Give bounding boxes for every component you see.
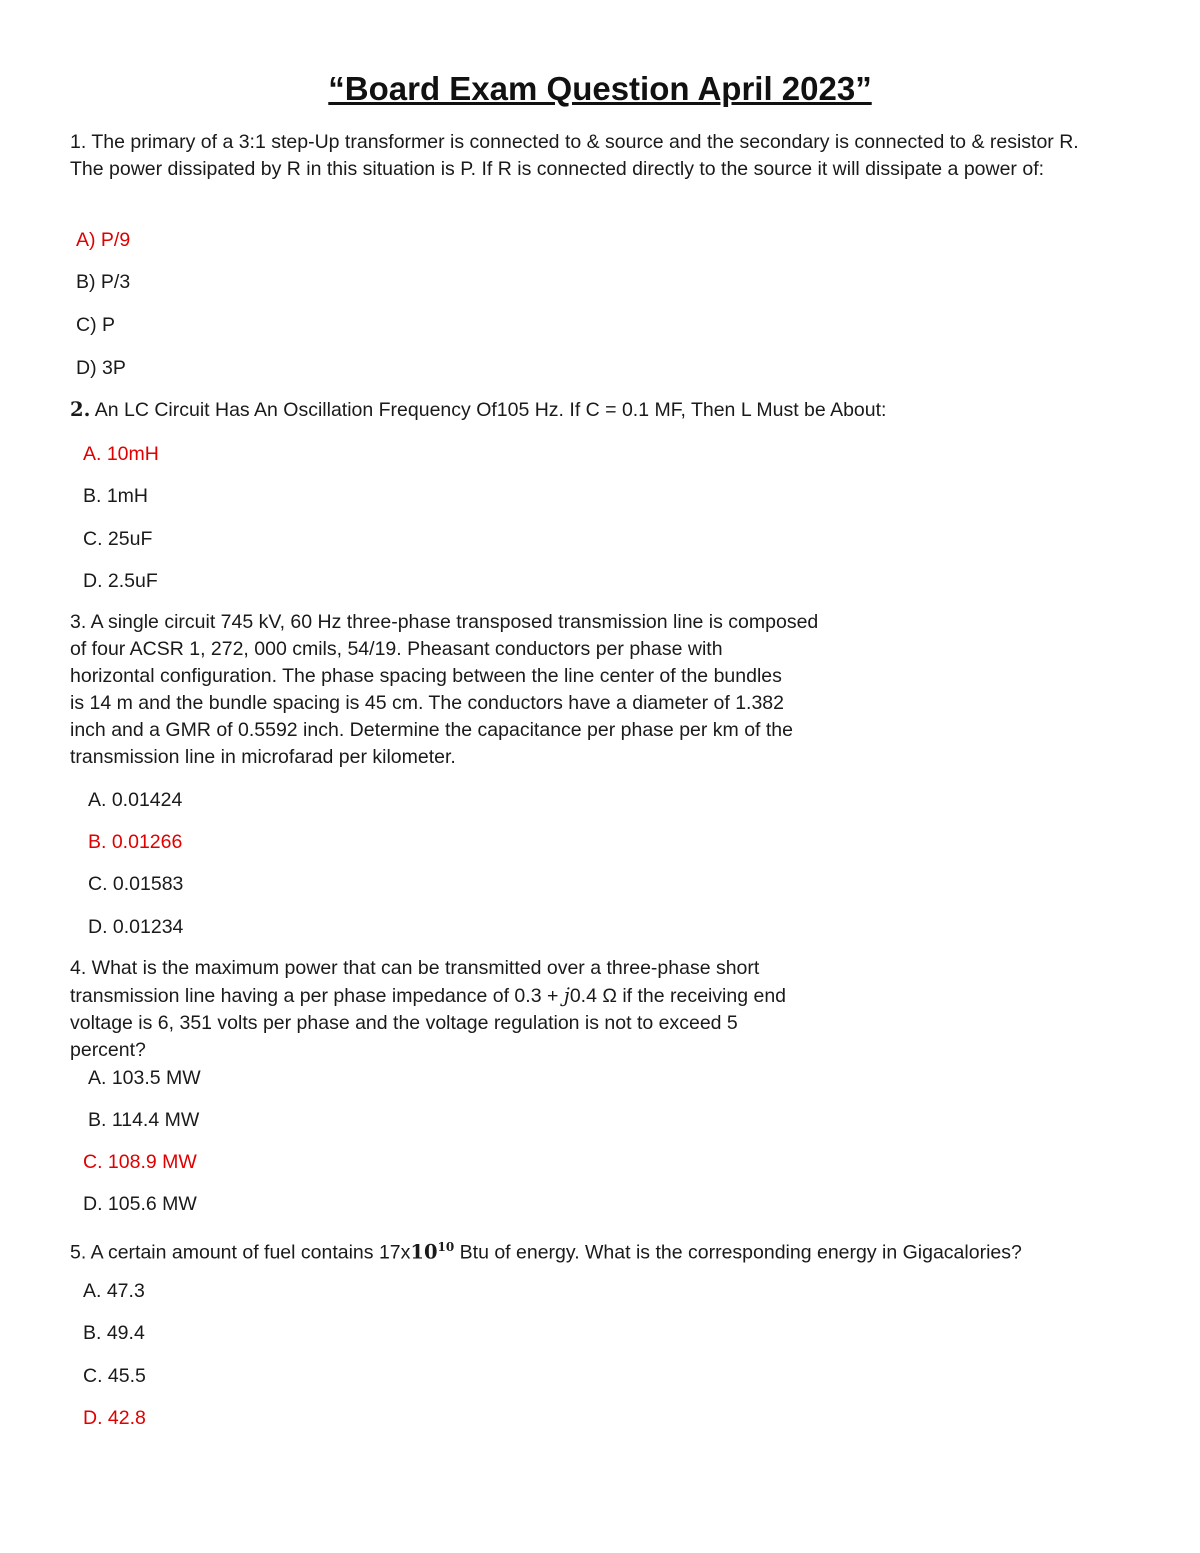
- question-3-line: horizontal configuration. The phase spacing between the line center of the bundles: [70, 665, 782, 687]
- question-4-line: percent?: [70, 1039, 146, 1061]
- exponent-power: 10: [437, 1240, 455, 1254]
- question-5-part: 5. A certain amount of fuel contains 17x: [70, 1241, 411, 1264]
- q3-option-b: B. 0.01266: [88, 831, 183, 853]
- q3-option-d: D. 0.01234: [88, 916, 184, 938]
- question-4-line-part: transmission line having a per phase impedance of 0.3 +: [70, 985, 564, 1007]
- q4-option-b: B. 114.4 MW: [88, 1109, 200, 1131]
- q1-option-a: A) P/9: [76, 229, 131, 251]
- q5-option-c: C. 45.5: [83, 1365, 146, 1387]
- q4-option-a: A. 103.5 MW: [88, 1067, 201, 1089]
- question-3-text: [70, 609, 818, 771]
- q1-option-d: D) 3P: [76, 357, 126, 379]
- question-1-text: 1. The primary of a 3:1 step-Up transformer is connected to & source and the secondary is connected to & resistor R. The power dissipated by R in this situation is P. If R is connected directly to the source it will dissipate a power of:: [70, 131, 1079, 180]
- question-4-line: [70, 982, 786, 1010]
- q5-option-b: B. 49.4: [83, 1322, 145, 1344]
- exponent-base: 10: [410, 1240, 438, 1264]
- question-2-body: An LC Circuit Has An Oscillation Frequency Of105 Hz. If C = 0.1 MF, Then L Must be About:: [90, 399, 887, 421]
- question-4-line: 4. What is the maximum power that can be transmitted over a three-phase short: [70, 957, 760, 979]
- q1-option-b: B) P/3: [76, 271, 131, 293]
- question-3-line: of four ACSR 1, 272, 000 cmils, 54/19. Pheasant conductors per phase with: [70, 638, 723, 660]
- question-4-line-part: 0.4 Ω if the receiving end: [569, 985, 787, 1007]
- question-5-part: Btu of energy. What is the corresponding energy in Gigacalories?: [454, 1241, 1022, 1264]
- question-2-number: 2.: [70, 398, 91, 421]
- question-5-text: [70, 1234, 1022, 1267]
- question-2-text: [70, 396, 886, 424]
- q3-option-c: C. 0.01583: [88, 873, 184, 895]
- question-3-line: transmission line in microfarad per kilometer.: [70, 746, 456, 768]
- imaginary-unit: j: [563, 984, 570, 1007]
- q2-option-c: C. 25uF: [83, 528, 153, 550]
- question-4-text: [70, 955, 786, 1064]
- q5-option-a: A. 47.3: [83, 1280, 145, 1302]
- q1-option-c: C) P: [76, 314, 115, 336]
- q5-option-d: D. 42.8: [83, 1407, 146, 1429]
- q2-option-d: D. 2.5uF: [83, 570, 158, 592]
- page-title: “Board Exam Question April 2023”: [328, 70, 872, 107]
- question-3-line: inch and a GMR of 0.5592 inch. Determine the capacitance per phase per km of the: [70, 719, 793, 741]
- question-3-line: 3. A single circuit 745 kV, 60 Hz three-phase transposed transmission line is composed: [70, 611, 819, 633]
- q2-option-a: A. 10mH: [83, 443, 159, 465]
- question-4-line: voltage is 6, 351 volts per phase and the voltage regulation is not to exceed 5: [70, 1012, 738, 1034]
- q2-option-b: B. 1mH: [83, 485, 149, 507]
- question-3-line: is 14 m and the bundle spacing is 45 cm. The conductors have a diameter of 1.382: [70, 692, 784, 714]
- q4-option-d: D. 105.6 MW: [83, 1193, 197, 1215]
- q3-option-a: A. 0.01424: [88, 789, 183, 811]
- q4-option-c: C. 108.9 MW: [83, 1151, 197, 1173]
